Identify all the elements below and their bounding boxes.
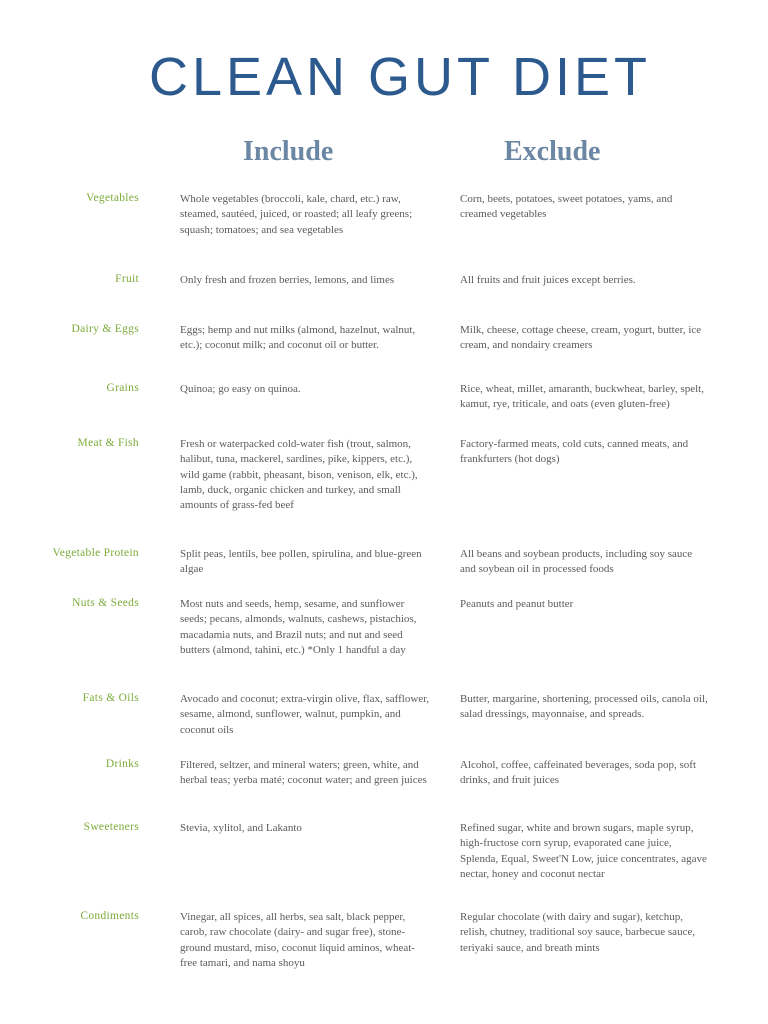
include-cell: Most nuts and seeds, hemp, sesame, and sunflower seeds; pecans, almonds, walnuts, cashews, pistachios, macadamia nuts, and Brazil nuts; and nut and seed butters (almond, tahini, etc.) *Only 1 handful a day — [180, 598, 417, 656]
category-label: Fats & Oils — [82, 692, 139, 704]
include-cell: Eggs; hemp and nut milks (almond, hazelnut, walnut, etc.); coconut milk; and coconut oil or butter. — [180, 324, 416, 352]
category-label: Condiments — [80, 910, 139, 922]
category-label: Sweeteners — [83, 821, 139, 833]
category-label: Drinks — [105, 758, 139, 770]
include-cell: Vinegar, all spices, all herbs, sea salt, black pepper, carob, raw chocolate (dairy- and sugar free), stone-ground mustard, miso, coconut liquid aminos, wheat-free tamari, and nama shoyu — [180, 911, 415, 969]
exclude-cell: Corn, beets, potatoes, sweet potatoes, yams, and creamed vegetables — [460, 193, 673, 221]
include-cell: Quinoa; go easy on quinoa. — [180, 383, 301, 395]
include-cell: Whole vegetables (broccoli, kale, chard, etc.) raw, steamed, sautéed, juiced, or roasted; all leafy greens; squash; tomatoes; and sea vegetables — [180, 193, 413, 236]
include-cell: Only fresh and frozen berries, lemons, and limes — [180, 274, 395, 286]
category-label: Grains — [106, 382, 139, 394]
category-label: Dairy & Eggs — [71, 323, 139, 335]
exclude-cell: Rice, wheat, millet, amaranth, buckwheat, barley, spelt, kamut, rye, triticale, and oats (even gluten-free) — [460, 383, 704, 411]
exclude-cell: Milk, cheese, cottage cheese, cream, yogurt, butter, ice cream, and nondairy creamers — [460, 324, 702, 352]
category-label: Vegetable Protein — [52, 547, 139, 559]
exclude-cell: All fruits and fruit juices except berries. — [460, 274, 636, 286]
category-label: Fruit — [115, 273, 139, 285]
include-cell: Filtered, seltzer, and mineral waters; green, white, and herbal teas; yerba maté; coconut water; and green juices — [180, 759, 427, 787]
category-label: Nuts & Seeds — [72, 597, 139, 609]
include-cell: Avocado and coconut; extra-virgin olive, flax, safflower, sesame, almond, sunflower, walnut, pumpkin, and coconut oils — [180, 693, 430, 736]
exclude-cell: Factory-farmed meats, cold cuts, canned meats, and frankfurters (hot dogs) — [460, 438, 689, 466]
category-label: Vegetables — [86, 192, 139, 204]
include-cell: Stevia, xylitol, and Lakanto — [180, 822, 302, 834]
exclude-cell: Peanuts and peanut butter — [460, 598, 574, 610]
include-column-header: Include — [243, 136, 334, 167]
include-cell: Fresh or waterpacked cold-water fish (trout, salmon, halibut, tuna, mackerel, sardines, pike, kippers, etc.), wild game (rabbit, pheasant, bison, venison, elk, etc.), lamb, duck, organic chicken and turkey, and small amounts of grass-fed beef — [180, 438, 418, 512]
exclude-cell: Alcohol, coffee, caffeinated beverages, soda pop, soft drinks, and fruit juices — [460, 759, 697, 787]
category-label: Meat & Fish — [77, 437, 139, 449]
include-cell: Split peas, lentils, bee pollen, spirulina, and blue-green algae — [180, 548, 422, 576]
document-title: CLEAN GUT DIET — [148, 47, 652, 107]
exclude-cell: Refined sugar, white and brown sugars, maple syrup, high-fructose corn syrup, evaporated cane juice, Splenda, Equal, Sweet'N Low, juice concentrates, agave nectar, honey and coconut nectar — [460, 822, 707, 880]
exclude-cell: All beans and soybean products, including soy sauce and soybean oil in processed foods — [460, 548, 693, 576]
exclude-cell: Butter, margarine, shortening, processed oils, canola oil, salad dressings, mayonnaise, and spreads. — [460, 693, 708, 721]
exclude-column-header: Exclude — [504, 136, 601, 167]
exclude-cell: Regular chocolate (with dairy and sugar), ketchup, relish, chutney, traditional soy sauce, barbecue sauce, teriyaki sauce, and breath mints — [460, 911, 696, 954]
